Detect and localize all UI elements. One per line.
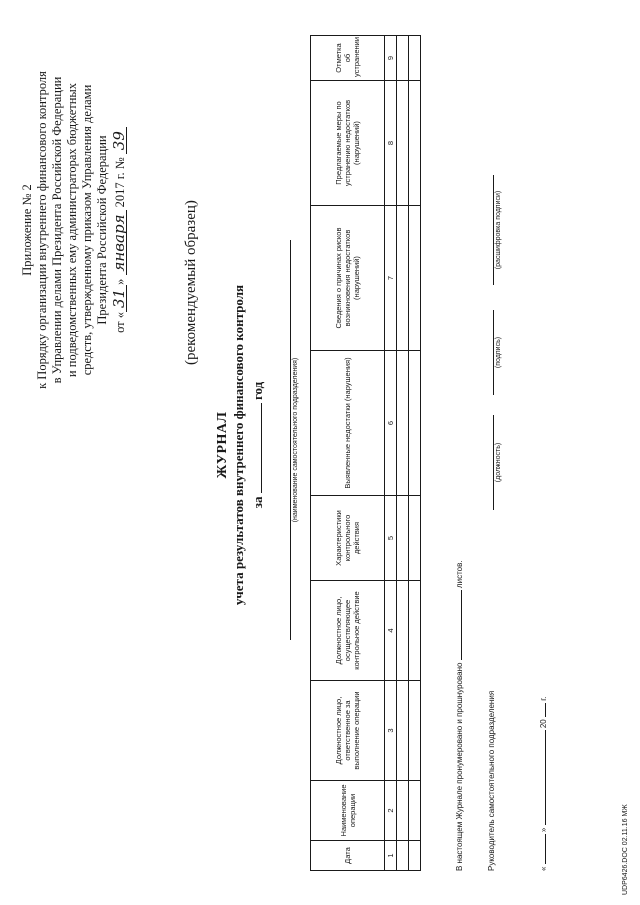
empty-cell bbox=[397, 36, 409, 81]
column-header: Предлагаемые меры по устранению недостатков (нарушений) bbox=[311, 81, 385, 206]
appendix-line: в Управлении делами Президента Российской Федерации bbox=[50, 76, 64, 384]
column-number: 7 bbox=[385, 206, 397, 351]
order-prefix: от « bbox=[113, 311, 127, 333]
column-header: Выявленные недостатки (нарушения) bbox=[311, 351, 385, 496]
appendix-line: Президента Российской Федерации bbox=[95, 135, 109, 325]
year-suffix: год bbox=[250, 381, 265, 401]
journal-table bbox=[310, 35, 421, 871]
sample-label: (рекомендуемый образец) bbox=[183, 200, 199, 365]
column-number: 4 bbox=[385, 581, 397, 681]
column-header: Сведения о причинах рисков возникновения недостатков (нарушений) bbox=[311, 206, 385, 351]
empty-cell bbox=[397, 81, 409, 206]
table-row bbox=[409, 36, 421, 871]
order-month-handwritten: января bbox=[112, 210, 127, 275]
column-number-row bbox=[385, 36, 397, 871]
order-reference bbox=[112, 45, 128, 415]
empty-cell bbox=[397, 841, 409, 871]
empty-cell bbox=[397, 581, 409, 681]
empty-cell bbox=[397, 351, 409, 496]
journal-title-block bbox=[215, 235, 266, 655]
decoding-caption: (расшифровка подписи) bbox=[495, 190, 502, 270]
empty-cell bbox=[397, 206, 409, 351]
position-signature-line bbox=[493, 415, 494, 510]
date-line bbox=[537, 697, 548, 871]
date-year-suffix: г. bbox=[539, 696, 548, 701]
year-blank bbox=[537, 703, 546, 717]
order-mid: » bbox=[113, 278, 127, 285]
date-year: 20 bbox=[539, 719, 548, 729]
column-header: Должностное лицо, ответственное за выполнение операции bbox=[311, 681, 385, 781]
journal-title: ЖУРНАЛ bbox=[215, 411, 230, 479]
empty-cell bbox=[409, 781, 421, 841]
empty-cell bbox=[409, 581, 421, 681]
empty-cell bbox=[397, 781, 409, 841]
column-number: 8 bbox=[385, 81, 397, 206]
journal-subtitle: учета результатов внутреннего финансового контроля bbox=[231, 284, 246, 606]
decoding-signature-line bbox=[493, 175, 494, 285]
head-label: Руководитель самостоятельного подразделения bbox=[487, 690, 496, 871]
column-header: Дата bbox=[311, 841, 385, 871]
order-day-handwritten: 31 bbox=[112, 285, 127, 312]
empty-cell bbox=[409, 681, 421, 781]
sheet-count-blank bbox=[453, 590, 462, 660]
appendix-line: Приложение № 2 bbox=[20, 184, 34, 276]
column-number: 6 bbox=[385, 351, 397, 496]
column-header: Отметка об устранении bbox=[311, 36, 385, 81]
empty-cell bbox=[409, 841, 421, 871]
column-number: 9 bbox=[385, 36, 397, 81]
signature-caption: (подпись) bbox=[495, 336, 502, 369]
day-blank bbox=[537, 834, 546, 864]
date-open-quote: « bbox=[539, 866, 548, 871]
empty-cell bbox=[397, 681, 409, 781]
column-number: 5 bbox=[385, 496, 397, 581]
signature-line bbox=[493, 310, 494, 395]
year-blank bbox=[250, 403, 262, 493]
table-header-row bbox=[311, 36, 385, 871]
lacing-note-suffix: листов. bbox=[455, 560, 464, 589]
position-caption: (должность) bbox=[495, 442, 502, 483]
date-close-quote: » bbox=[539, 827, 548, 833]
appendix-header bbox=[20, 45, 128, 415]
order-number-handwritten: 39 bbox=[112, 127, 127, 154]
table-row bbox=[397, 36, 409, 871]
journal-year-line bbox=[250, 235, 266, 655]
empty-cell bbox=[409, 351, 421, 496]
file-footer: UDP6426.DOC 02.11.16 MЖ bbox=[622, 804, 629, 895]
year-prefix: за bbox=[250, 496, 265, 509]
column-header: Должностное лицо, осуществляющее контрольное действие bbox=[311, 581, 385, 681]
empty-cell bbox=[409, 496, 421, 581]
unit-name-line bbox=[290, 240, 291, 640]
empty-cell bbox=[409, 81, 421, 206]
order-year-text: 2017 г. № bbox=[113, 157, 127, 208]
appendix-line: и подведомственных ему администраторах бюджетных bbox=[65, 82, 79, 378]
empty-cell bbox=[409, 36, 421, 81]
column-header: Наименование операции bbox=[311, 781, 385, 841]
empty-cell bbox=[409, 206, 421, 351]
lacing-note-prefix: В настоящем Журнале пронумеровано и прошнуровано bbox=[455, 662, 464, 871]
month-blank bbox=[537, 730, 546, 825]
lacing-note bbox=[453, 560, 464, 871]
empty-cell bbox=[397, 496, 409, 581]
appendix-line: к Порядку организации внутреннего финансового контроля bbox=[35, 71, 49, 389]
column-number: 2 bbox=[385, 781, 397, 841]
appendix-line: средств, утвержденному приказом Управления делами bbox=[80, 84, 94, 376]
column-number: 1 bbox=[385, 841, 397, 871]
unit-name-caption: (наименование самостоятельного подразделения) bbox=[292, 357, 299, 523]
column-header: Характеристики контрольного действия bbox=[311, 496, 385, 581]
column-number: 3 bbox=[385, 681, 397, 781]
